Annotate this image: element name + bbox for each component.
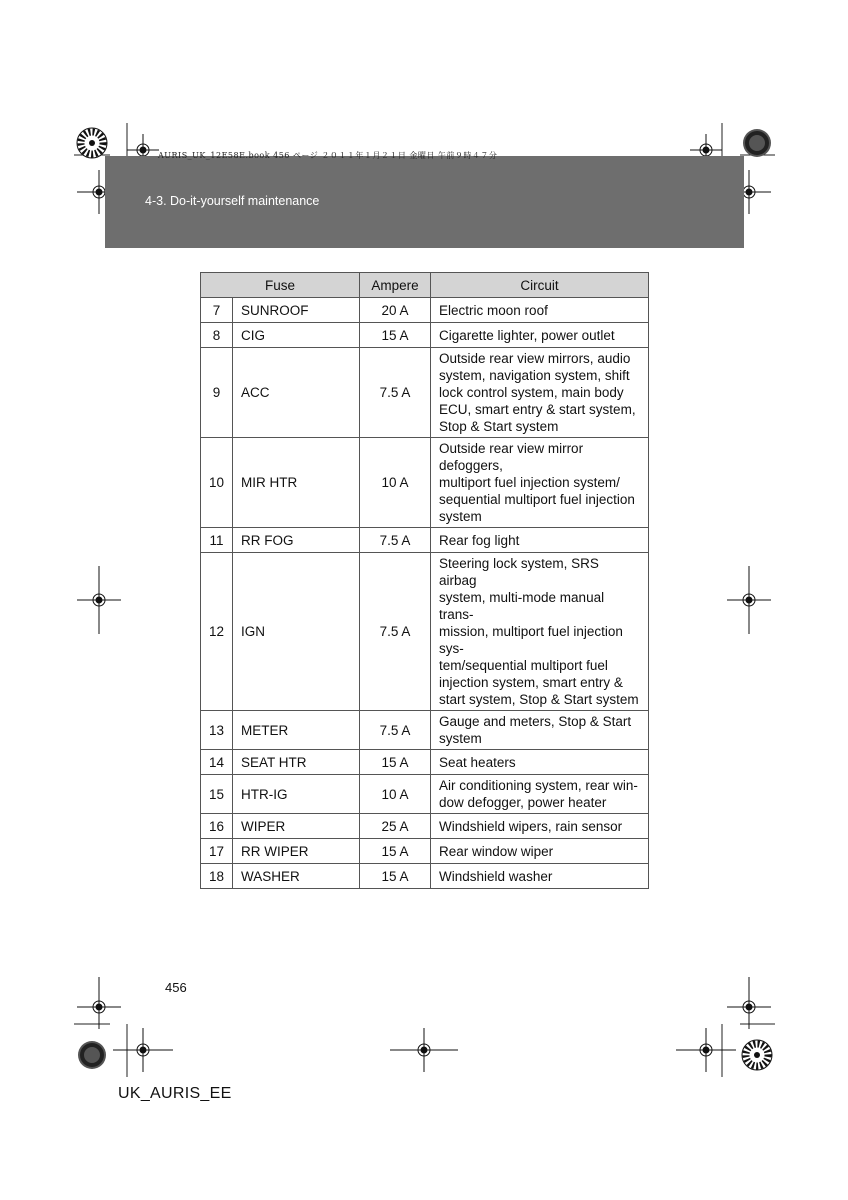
circuit-line: system, multi-mode manual trans- [439, 590, 605, 622]
table-row [201, 814, 649, 839]
circuit-cell [431, 348, 649, 438]
table-row [201, 711, 649, 750]
table-row [201, 553, 649, 711]
fuse-number-cell: 11 [201, 528, 233, 553]
fuse-number-cell: 12 [201, 553, 233, 711]
fuse-name-cell: WIPER [233, 814, 360, 839]
ampere-cell: 15 A [360, 864, 431, 889]
fuse-name-cell: METER [233, 711, 360, 750]
fuse-name-cell: CIG [233, 323, 360, 348]
page-number: 456 [165, 980, 187, 995]
ampere-cell: 7.5 A [360, 711, 431, 750]
circuit-line: Outside rear view mirrors, audio [439, 351, 631, 366]
fuse-table [200, 272, 649, 889]
circuit-line: Electric moon roof [439, 302, 548, 318]
table-row [201, 864, 649, 889]
fuse-number-cell: 14 [201, 750, 233, 775]
ampere-cell: 15 A [360, 750, 431, 775]
circuit-line: Gauge and meters, Stop & Start [439, 714, 632, 729]
circuit-line: Rear fog light [439, 532, 520, 548]
ampere-cell: 10 A [360, 775, 431, 814]
fuse-name-cell: SUNROOF [233, 298, 360, 323]
fuse-name-cell: RR WIPER [233, 839, 360, 864]
circuit-line: multiport fuel injection system/ [439, 475, 620, 490]
column-header-circuit: Circuit [431, 273, 649, 298]
circuit-cell [431, 839, 649, 864]
ampere-cell: 15 A [360, 323, 431, 348]
table-body [201, 298, 649, 889]
ampere-cell: 20 A [360, 298, 431, 323]
fuse-name-cell: WASHER [233, 864, 360, 889]
circuit-cell [431, 814, 649, 839]
circuit-line: Outside rear view mirror defoggers, [439, 441, 584, 473]
circuit-line: Cigarette lighter, power outlet [439, 327, 615, 343]
circuit-line: system [439, 731, 482, 746]
fuse-name-cell: IGN [233, 553, 360, 711]
column-header-ampere: Ampere [360, 273, 431, 298]
circuit-line: tem/sequential multiport fuel [439, 658, 608, 673]
circuit-line: start system, Stop & Start system [439, 692, 639, 707]
circuit-line: Windshield washer [439, 868, 553, 884]
circuit-line: mission, multiport fuel injection sys- [439, 624, 623, 656]
fuse-number-cell: 17 [201, 839, 233, 864]
circuit-cell [431, 323, 649, 348]
fuse-name-cell: ACC [233, 348, 360, 438]
ampere-cell: 7.5 A [360, 528, 431, 553]
fuse-number-cell: 16 [201, 814, 233, 839]
circuit-cell [431, 438, 649, 528]
fuse-number-cell: 18 [201, 864, 233, 889]
fuse-name-cell: RR FOG [233, 528, 360, 553]
circuit-line: dow defogger, power heater [439, 795, 607, 810]
table-row [201, 323, 649, 348]
circuit-cell [431, 711, 649, 750]
circuit-line: lock control system, main body [439, 385, 624, 400]
table-row [201, 298, 649, 323]
table-row [201, 750, 649, 775]
circuit-cell [431, 528, 649, 553]
table-header-row [201, 273, 649, 298]
ampere-cell: 7.5 A [360, 348, 431, 438]
circuit-line: Rear window wiper [439, 843, 554, 859]
fuse-number-cell: 10 [201, 438, 233, 528]
ampere-cell: 7.5 A [360, 553, 431, 711]
section-title: 4-3. Do-it-yourself maintenance [145, 194, 320, 208]
circuit-line: ECU, smart entry & start system, [439, 402, 636, 417]
circuit-line: Stop & Start system [439, 419, 559, 434]
circuit-cell [431, 750, 649, 775]
circuit-line: Air conditioning system, rear win- [439, 778, 638, 793]
fuse-number-cell: 13 [201, 711, 233, 750]
fuse-name-cell: HTR-IG [233, 775, 360, 814]
circuit-line: injection system, smart entry & [439, 675, 623, 690]
circuit-line: system, navigation system, shift [439, 368, 630, 383]
ampere-cell: 10 A [360, 438, 431, 528]
circuit-line: system [439, 509, 482, 524]
table-row [201, 438, 649, 528]
circuit-cell [431, 553, 649, 711]
table-row [201, 839, 649, 864]
circuit-cell [431, 775, 649, 814]
circuit-line: sequential multiport fuel injection [439, 492, 635, 507]
circuit-cell [431, 298, 649, 323]
document-code: UK_AURIS_EE [118, 1085, 232, 1102]
table-row [201, 775, 649, 814]
table-row [201, 348, 649, 438]
fuse-number-cell: 8 [201, 323, 233, 348]
fuse-name-cell: MIR HTR [233, 438, 360, 528]
fuse-name-cell: SEAT HTR [233, 750, 360, 775]
fuse-number-cell: 15 [201, 775, 233, 814]
circuit-cell [431, 864, 649, 889]
fuse-number-cell: 9 [201, 348, 233, 438]
circuit-line: Steering lock system, SRS airbag [439, 556, 599, 588]
table-row [201, 528, 649, 553]
circuit-line: Seat heaters [439, 754, 516, 770]
fuse-number-cell: 7 [201, 298, 233, 323]
ampere-cell: 15 A [360, 839, 431, 864]
ampere-cell: 25 A [360, 814, 431, 839]
circuit-line: Windshield wipers, rain sensor [439, 818, 623, 834]
column-header-fuse: Fuse [201, 273, 360, 298]
print-info-line: AURIS_UK_12E58E.book 456 ページ ２０１１年１月２１日 金曜日 午前９時４７分 [158, 151, 498, 160]
